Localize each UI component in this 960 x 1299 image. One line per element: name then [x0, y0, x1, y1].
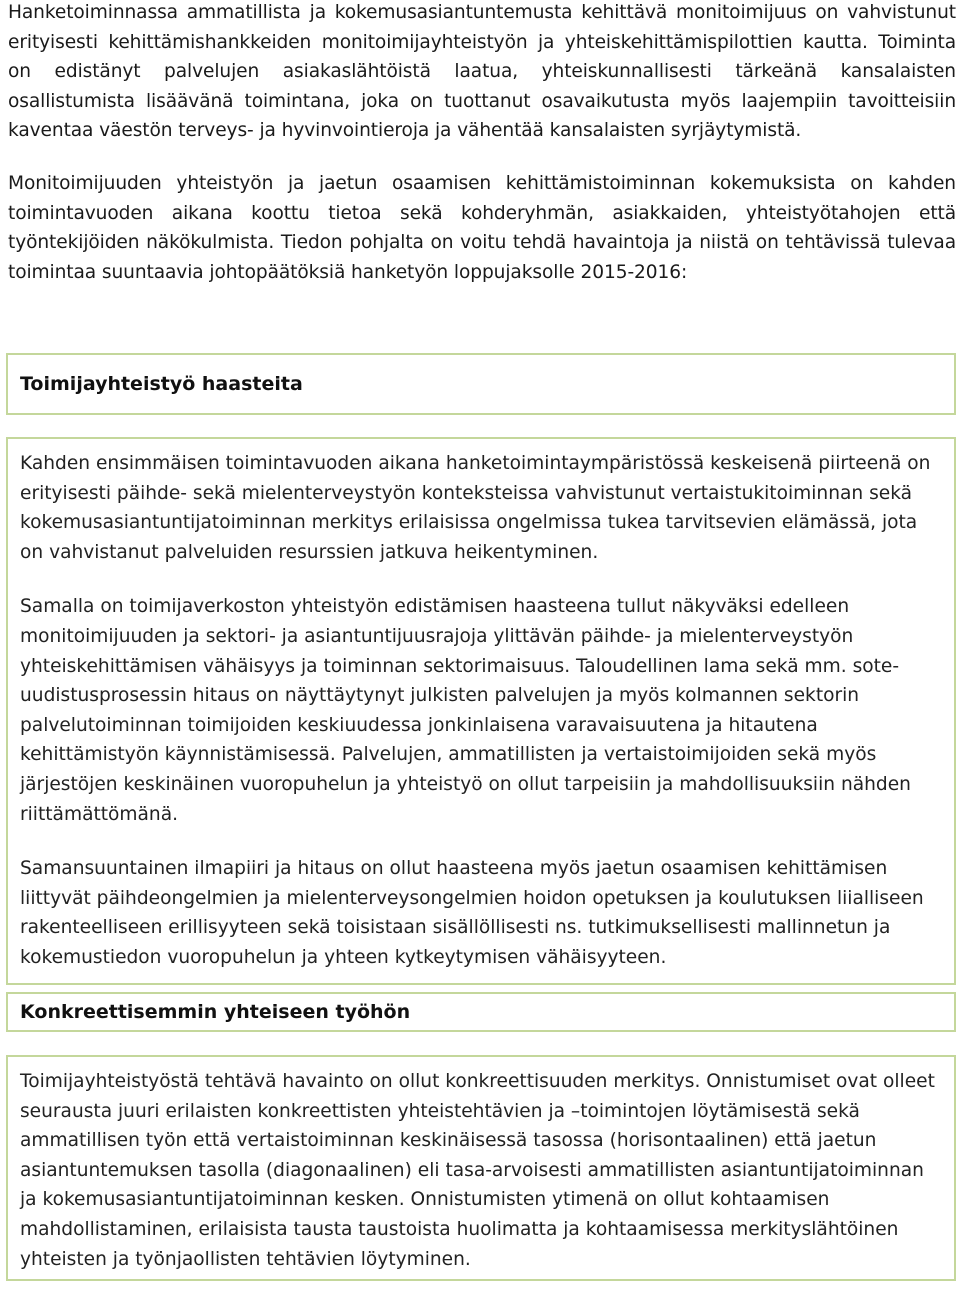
section-1-paragraph-1: Kahden ensimmäisen toimintavuoden aikana hanketoimintaympäristössä keskeisenä piirteenä on erityisesti päihde- sekä mielenterveystyön konteksteissa vahvistunut vertaistukitoiminnan sekä kokemusasiantuntijatoiminnan merkitys erilaisissa ongelmissa tukea tarvitsevien elämässä, jota on vahvistanut palveluiden resurssien jatkuva heikentyminen.: [20, 453, 931, 563]
section-2-body-box: [6, 1055, 956, 1281]
section-2-heading-box: [6, 992, 956, 1032]
intro-paragraph-2: Monitoimijuuden yhteistyön ja jaetun osaamisen kehittämistoiminnan kokemuksista on kahden toimintavuoden aikana koottu tietoa sekä kohderyhmän, asiakkaiden, yhteistyötahojen että työntekijöiden näkökulmista. Tiedon pohjalta on voitu tehdä havaintoja ja niistä on tehtävissä tulevaa toimintaa suuntaavia johtopäätöksiä hanketyön loppujaksolle 2015-2016:: [8, 173, 956, 283]
section-1-paragraph-3: Samansuuntainen ilmapiiri ja hitaus on ollut haasteena myös jaetun osaamisen kehittämisen liittyvät päihdeongelmien ja mielenterveysongelmien hoidon opetuksen ja koulutuksen liialliseen rakenteelliseen erillisyyteen sekä toisistaan sisällöllisesti ns. tutkimuksellisesti mallinnetun ja kokemustiedon vuoropuhelun ja yhteen kytkeytymisen vähäisyyteen.: [20, 858, 924, 968]
section-1-body-box: [6, 437, 956, 985]
section-1-heading: Toimijayhteistyö haasteita: [20, 373, 303, 395]
section-1-heading-box: [6, 353, 956, 415]
intro-paragraph-1: Hanketoiminnassa ammatillista ja kokemusasiantuntemusta kehittävä monitoimijuus on vahvistunut erityisesti kehittämishankkeiden monitoimijayhteistyön ja yhteiskehittämispilottien kautta. Toiminta on edistänyt palvelujen asiakaslähtöistä laatua, yhteiskunnallisesti tärkeänä kansalaisten osallistumista lisäävänä toimintana, joka on tuottanut osavaikutusta myös laajempiin tavoitteisiin kaventaa väestön terveys- ja hyvinvointieroja ja vähentää kansalaisten syrjäytymistä.: [8, 2, 956, 141]
section-2-paragraph-1: Toimijayhteistyöstä tehtävä havainto on ollut konkreettisuuden merkitys. Onnistumiset ovat olleet seurausta juuri erilaisten konkreettisten yhteistehtävien ja –toimintojen löytämisestä sekä ammatillisen työn että vertaistoiminnan keskinäisessä tasossa (horisontaalinen) että jaetun asiantuntemuksen tasolla (diagonaalinen) eli tasa-arvoisesti ammatillisten asiantuntijatoiminnan ja kokemusasiantuntijatoiminnan kesken. Onnistumisten ytimenä on ollut kohtaamisen mahdollistaminen, erilaisista tausta taustoista huolimatta ja kohtaamisessa merkityslähtöinen yhteisten ja työnjaollisten tehtävien löytyminen.: [20, 1071, 935, 1270]
section-2-heading: Konkreettisemmin yhteiseen työhön: [20, 1001, 411, 1023]
section-1-paragraph-2: Samalla on toimijaverkoston yhteistyön edistämisen haasteena tullut näkyväksi edelleen monitoimijuuden ja sektori- ja asiantuntijuusrajoja ylittävän päihde- ja mielenterveystyön yhteiskehittämisen vähäisyys ja toiminnan sektorimaisuus. Taloudellinen lama sekä mm. sote-uudistusprosessin hitaus on näyttäytynyt julkisten palvelujen ja myös kolmannen sektorin palvelutoiminnan toimijoiden keskiuudessa jonkinlaisena varavaisuutena ja hitautena kehittämistyön käynnistämisessä. Palvelujen, ammatillisten ja vertaistoimijoiden sekä myös järjestöjen keskinäinen vuoropuhelun ja yhteistyö on ollut tarpeisiin ja mahdollisuuksiin nähden riittämättömänä.: [20, 596, 911, 825]
